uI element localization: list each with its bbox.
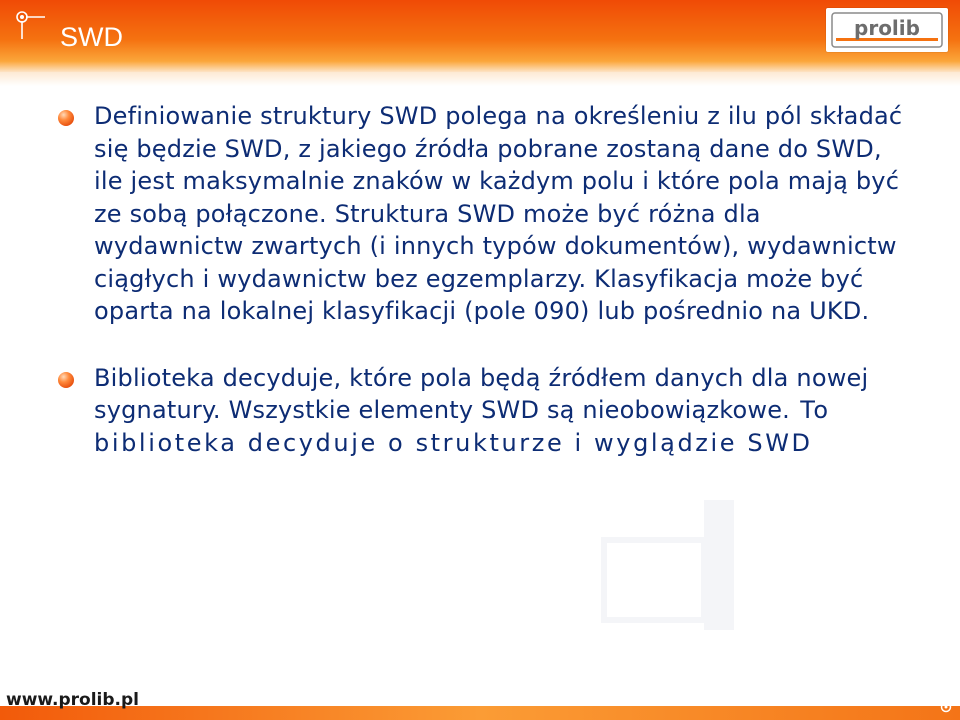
prolib-logo-mark <box>826 8 948 52</box>
bullet-icon <box>58 110 74 126</box>
bullet-text-spaced: To biblioteka decyduje o strukturze i wyglądzie SWD <box>94 396 831 457</box>
bullet-text: Definiowanie struktury SWD polega na określeniu z ilu pól składać się będzie SWD, z jakiego źródła pobrane zostaną dane do SWD, ile jest maksymalnie znaków w każdym polu i które pola mają być ze sobą połączone. Struktura SWD może być różna dla wydawnictw zwartych (i innych typów dokumentów), wydawnictw ciągłych i wydawnictw bez egzemplarzy. Klasyfikacja może być oparta na lokalnej klasyfikacji (pole 090) lub pośrednio na UKD. <box>94 102 903 325</box>
bullet-text-main: Biblioteka decyduje, które pola będą źródłem danych dla nowej sygnatury. Wszystkie elementy SWD są nieobowiązkowe. <box>94 363 869 424</box>
pin-icon <box>12 10 46 40</box>
watermark-image <box>594 500 754 640</box>
footer-bar <box>0 706 960 720</box>
bullet-item <box>58 362 918 460</box>
slide-content <box>58 100 918 459</box>
footer-url[interactable]: www.prolib.pl <box>6 690 139 710</box>
gear-icon <box>940 701 952 713</box>
bullet-item <box>58 100 918 328</box>
bullet-icon <box>58 372 74 388</box>
header-bar <box>0 0 960 72</box>
header-fade <box>0 72 960 86</box>
logo-text: prolib <box>854 16 920 40</box>
bullet-text <box>94 362 918 460</box>
slide-title: SWD <box>60 22 123 52</box>
prolib-logo <box>826 8 948 52</box>
